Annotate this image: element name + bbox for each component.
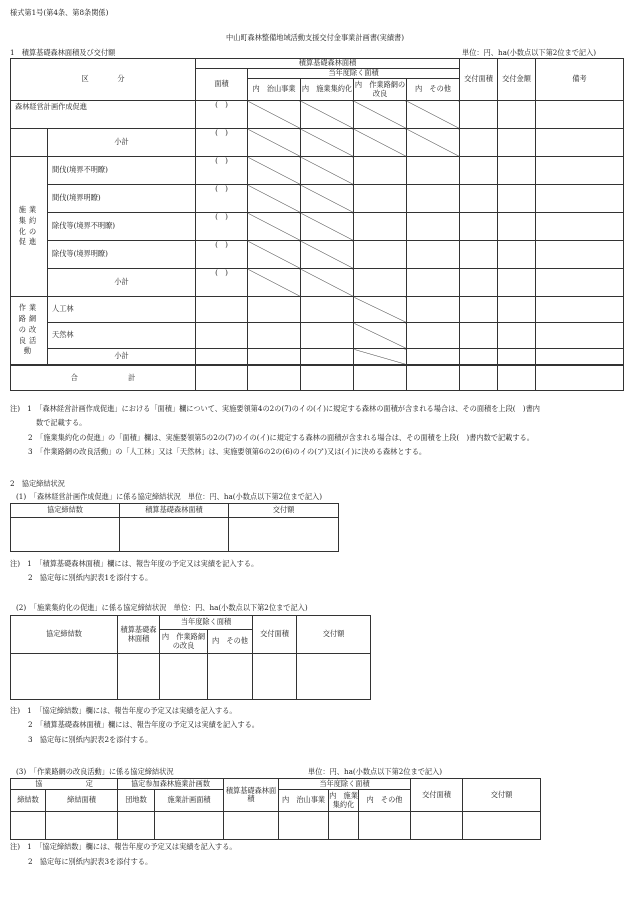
cell bbox=[407, 157, 460, 185]
sub2-col-num: 協定締結数 bbox=[11, 616, 118, 654]
sub3-col-koufu: 交付額 bbox=[463, 779, 541, 812]
cell bbox=[224, 812, 279, 840]
cell bbox=[160, 654, 208, 700]
cell bbox=[498, 323, 536, 349]
sub3-col-other: 内 その他 bbox=[359, 790, 411, 812]
sub1-col-koufu: 交付額 bbox=[229, 504, 339, 518]
cell bbox=[155, 812, 224, 840]
cell bbox=[46, 812, 118, 840]
diag-cell bbox=[354, 297, 407, 323]
diag-cell bbox=[301, 101, 354, 129]
cell bbox=[460, 213, 498, 241]
cell bbox=[354, 365, 407, 391]
paren: ( ) bbox=[196, 185, 248, 213]
diag-cell bbox=[301, 213, 354, 241]
cell bbox=[407, 185, 460, 213]
cell bbox=[536, 269, 624, 297]
cell bbox=[460, 185, 498, 213]
cell bbox=[498, 269, 536, 297]
hdr-other: 内 その他 bbox=[407, 79, 460, 101]
diag-cell bbox=[248, 101, 301, 129]
cell bbox=[407, 213, 460, 241]
section1-unit: 単位：円、ha(小数点以下第2位まで記入) bbox=[462, 48, 597, 57]
hdr-koufu-amount: 交付金額 bbox=[498, 59, 536, 101]
sub1-col-num: 協定締結数 bbox=[11, 504, 120, 518]
group-shisaku bbox=[11, 157, 48, 297]
sub3-col-groups: 団地数 bbox=[118, 790, 155, 812]
blank bbox=[11, 129, 48, 157]
paren: ( ) bbox=[196, 157, 248, 185]
sub1-col-base: 積算基礎森林面積 bbox=[120, 504, 229, 518]
hdr-kubun: 区 分 bbox=[11, 59, 196, 101]
diag-cell bbox=[248, 241, 301, 269]
diag-cell bbox=[248, 269, 301, 297]
sub2-col-base: 積算基礎森林面積 bbox=[118, 616, 160, 654]
hdr-base: 積算基礎森林面積 bbox=[196, 59, 460, 69]
section1-heading: 1 積算基礎森林面積及び交付額 bbox=[10, 48, 116, 57]
cell bbox=[460, 241, 498, 269]
subtotal-plan: 小計 bbox=[48, 129, 196, 157]
cell bbox=[196, 323, 248, 349]
cell bbox=[460, 297, 498, 323]
cell bbox=[229, 518, 339, 552]
diag-cell bbox=[248, 129, 301, 157]
cell bbox=[118, 654, 160, 700]
row-tennen: 天然林 bbox=[48, 323, 196, 349]
cell bbox=[248, 297, 301, 323]
cell bbox=[460, 349, 498, 365]
cell bbox=[354, 241, 407, 269]
sub2-col-other: 内 その他 bbox=[208, 630, 253, 654]
diag-cell bbox=[301, 241, 354, 269]
row-jobatsu2: 除伐等(境界明瞭) bbox=[48, 241, 196, 269]
hdr-area: 面積 bbox=[196, 69, 248, 101]
sub3-note-2: 2 協定毎に別紙内訳表3を添付する。 bbox=[28, 857, 153, 866]
cell bbox=[536, 323, 624, 349]
cell bbox=[498, 297, 536, 323]
sub2-note-2: 2 「積算基礎森林面積」欄には、報告年度の予定又は実績を記入する。 bbox=[28, 720, 259, 729]
cell bbox=[407, 241, 460, 269]
sub1-note-2: 2 協定毎に別紙内訳表1を添付する。 bbox=[28, 573, 153, 582]
cell bbox=[536, 349, 624, 365]
cell bbox=[536, 241, 624, 269]
paren: ( ) bbox=[196, 241, 248, 269]
paren: ( ) bbox=[196, 213, 248, 241]
sub3-col-num: 締結数 bbox=[11, 790, 46, 812]
row-kanbatsu2: 間伐(境界明瞭) bbox=[48, 185, 196, 213]
row-kanbatsu1: 間伐(境界不明瞭) bbox=[48, 157, 196, 185]
hdr-chisan: 内 治山事業 bbox=[248, 79, 301, 101]
subtotal-shisaku: 小計 bbox=[48, 269, 196, 297]
diag-cell bbox=[407, 101, 460, 129]
cell bbox=[536, 157, 624, 185]
cell bbox=[498, 157, 536, 185]
diag-cell bbox=[354, 129, 407, 157]
sub2-note-3: 3 協定毎に別紙内訳表2を添付する。 bbox=[28, 735, 153, 744]
sub2-col-sagyo: 内 作業路網の改良 bbox=[160, 630, 208, 654]
diag-cell bbox=[301, 269, 354, 297]
cell bbox=[536, 297, 624, 323]
hdr-shisaku: 内 施業集約化 bbox=[301, 79, 354, 101]
cell bbox=[460, 129, 498, 157]
cell bbox=[279, 812, 329, 840]
cell bbox=[498, 129, 536, 157]
group-sagyo bbox=[11, 297, 48, 365]
note-1-2: 2 「施業集約化の促進」の「面積」欄は、実施要領第5の2の(7)のイの(イ)に規定する森林の面積が含まれる場合は、その面積を上段( )書内数で記載する。 bbox=[28, 433, 534, 442]
group-sagyo-label: 作業路網の改良活動 bbox=[18, 303, 40, 356]
cell bbox=[301, 297, 354, 323]
cell bbox=[407, 323, 460, 349]
main-table bbox=[10, 58, 624, 391]
sub3-unit: 単位：円、ha(小数点以下第2位まで記入) bbox=[308, 767, 443, 776]
hdr-koufu-area: 交付面積 bbox=[460, 59, 498, 101]
cell bbox=[297, 654, 371, 700]
total-label: 合 計 bbox=[11, 365, 196, 391]
hdr-remarks: 備考 bbox=[536, 59, 624, 101]
sub2-col-koufu-area: 交付面積 bbox=[253, 616, 297, 654]
sub3-col-join: 協定参加森林施業計画数 bbox=[118, 779, 224, 790]
cell bbox=[498, 101, 536, 129]
sub3-col-current: 当年度除く面積 bbox=[279, 779, 411, 790]
diag-cell bbox=[248, 185, 301, 213]
sub3-title: (3) 「作業路網の改良活動」に係る協定締結状況 bbox=[16, 767, 174, 776]
group-shisaku-label: 施業集約化の促進 bbox=[18, 204, 40, 247]
note-1-1b: 数で記載する。 bbox=[36, 418, 87, 427]
sub3-note-1: 注) 1 「協定締結数」欄には、報告年度の予定又は実績を記入する。 bbox=[10, 842, 237, 851]
cell bbox=[498, 213, 536, 241]
sub2-table bbox=[10, 615, 371, 700]
cell bbox=[118, 812, 155, 840]
cell bbox=[354, 185, 407, 213]
sub3-table bbox=[10, 778, 541, 840]
cell bbox=[301, 365, 354, 391]
cell bbox=[301, 349, 354, 365]
hdr-sagyo: 内 作業路網の改良 bbox=[354, 79, 407, 101]
diag-cell bbox=[248, 213, 301, 241]
sub1-note-1: 注) 1 「積算基礎森林面積」欄には、報告年度の予定又は実績を記入する。 bbox=[10, 559, 259, 568]
sub3-col-kyotei bbox=[11, 779, 118, 790]
cell bbox=[498, 349, 536, 365]
sub3-col-kyo: 協 bbox=[35, 778, 43, 788]
sub2-col-koufu: 交付額 bbox=[297, 616, 371, 654]
cell bbox=[354, 213, 407, 241]
diag-cell bbox=[301, 129, 354, 157]
cell bbox=[498, 185, 536, 213]
diag-cell bbox=[248, 157, 301, 185]
cell bbox=[460, 269, 498, 297]
cell bbox=[208, 654, 253, 700]
cell bbox=[301, 323, 354, 349]
cell bbox=[463, 812, 541, 840]
cell bbox=[329, 812, 359, 840]
page-title: 中山町森林整備地域活動支援交付金事業計画書(実績書) bbox=[225, 33, 405, 42]
cell bbox=[460, 157, 498, 185]
cell bbox=[536, 129, 624, 157]
row-jinko: 人工林 bbox=[48, 297, 196, 323]
row-jobatsu1: 除伐等(境界不明瞭) bbox=[48, 213, 196, 241]
subtotal-sagyo: 小計 bbox=[48, 349, 196, 365]
cell bbox=[196, 365, 248, 391]
cell bbox=[460, 323, 498, 349]
cell bbox=[460, 101, 498, 129]
cell bbox=[407, 297, 460, 323]
diag-cell bbox=[354, 101, 407, 129]
sub2-note-1: 注) 1 「協定締結数」欄には、報告年度の予定又は実績を記入する。 bbox=[10, 706, 237, 715]
cell bbox=[407, 365, 460, 391]
hdr-current: 当年度除く面積 bbox=[248, 69, 460, 79]
cell bbox=[407, 349, 460, 365]
sub2-col-current: 当年度除く面積 bbox=[160, 616, 253, 630]
diag-cell bbox=[407, 129, 460, 157]
sub3-col-tei: 定 bbox=[85, 778, 93, 788]
paren: ( ) bbox=[196, 101, 248, 129]
cell bbox=[354, 157, 407, 185]
note-1-1: 注) 1 「森林経営計画作成促進」における「面積」欄について、実施要領第4の2の(7)のイの(イ)に規定する森林の面積が含まれる場合は、その面積を上段( )書内 bbox=[10, 404, 540, 413]
sub2-title: (2) 「施業集約化の促進」に係る協定締結状況 単位：円、ha(小数点以下第2位まで記入) bbox=[16, 603, 308, 612]
cell bbox=[11, 654, 118, 700]
cell bbox=[120, 518, 229, 552]
cell bbox=[498, 365, 536, 391]
cell bbox=[498, 241, 536, 269]
diag-cell bbox=[301, 185, 354, 213]
cell bbox=[359, 812, 411, 840]
cell bbox=[536, 365, 624, 391]
cell bbox=[248, 365, 301, 391]
sub3-col-shisaku: 内 施業集約化 bbox=[329, 790, 359, 812]
diag-cell bbox=[354, 323, 407, 349]
sub3-col-koufu-area: 交付面積 bbox=[411, 779, 463, 812]
sub3-col-area: 締結面積 bbox=[46, 790, 118, 812]
cell bbox=[411, 812, 463, 840]
cell bbox=[196, 349, 248, 365]
sub1-table bbox=[10, 503, 339, 552]
cell bbox=[536, 185, 624, 213]
diag-cell bbox=[301, 157, 354, 185]
cell bbox=[248, 349, 301, 365]
cell bbox=[407, 269, 460, 297]
cell bbox=[11, 812, 46, 840]
sub3-col-plan-area: 施業計画面積 bbox=[155, 790, 224, 812]
section2-heading: 2 協定締結状況 bbox=[10, 479, 65, 488]
paren: ( ) bbox=[196, 269, 248, 297]
cell bbox=[196, 297, 248, 323]
cell bbox=[354, 269, 407, 297]
cell bbox=[248, 323, 301, 349]
sub1-title: (1) 「森林経営計画作成促進」に係る協定締結状況 単位：円、ha(小数点以下第2位まで記入) bbox=[16, 492, 322, 501]
cell bbox=[536, 213, 624, 241]
cell bbox=[253, 654, 297, 700]
cell bbox=[460, 365, 498, 391]
row-plan: 森林経営計画作成促進 bbox=[11, 101, 196, 129]
cell bbox=[11, 518, 120, 552]
sub3-col-chisan: 内 治山事業 bbox=[279, 790, 329, 812]
paren: ( ) bbox=[196, 129, 248, 157]
cell bbox=[536, 101, 624, 129]
sub3-col-base: 積算基礎森林面積 bbox=[224, 779, 279, 812]
form-number: 様式第1号(第4条、第8条関係) bbox=[10, 8, 109, 17]
note-1-3: 3 「作業路網の改良活動」の「人工林」又は「天然林」は、実施要領第6の2の(6)のイの(ア)又は(イ)に決める森林とする。 bbox=[28, 447, 427, 456]
diag-cell bbox=[354, 349, 407, 365]
